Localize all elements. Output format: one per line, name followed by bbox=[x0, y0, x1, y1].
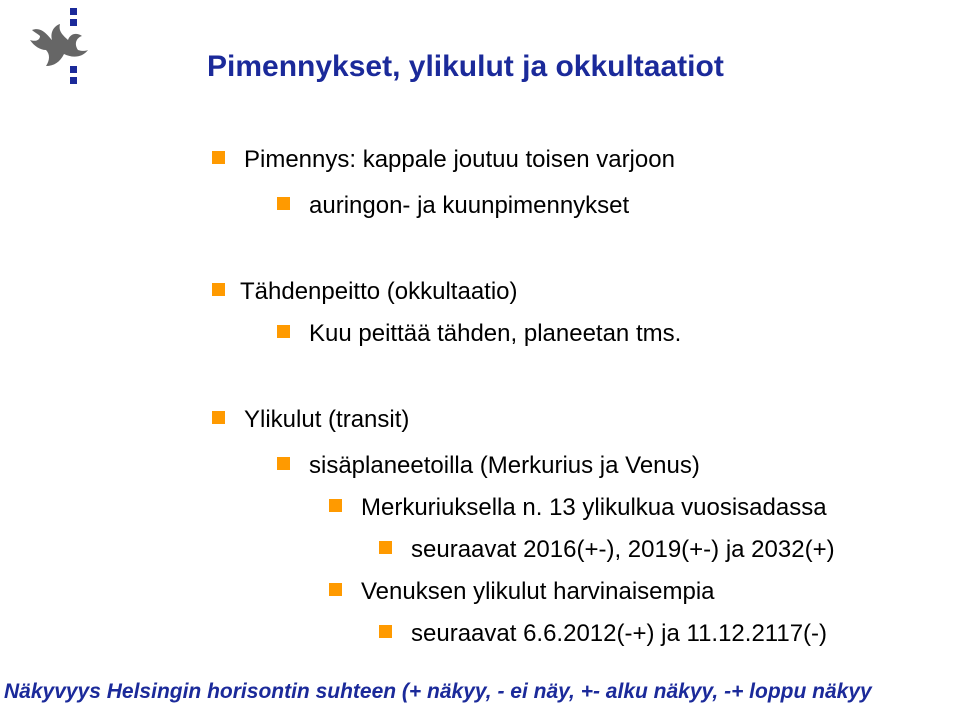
footer-note: Näkyvyys Helsingin horisontin suhteen (+ näkyy, - ei näy, +- alku näkyy, -+ loppu näkyy bbox=[4, 680, 872, 703]
bullet-icon bbox=[212, 283, 225, 296]
bullet-icon bbox=[277, 457, 290, 470]
list-item-text: seuraavat 2016(+-), 2019(+-) ja 2032(+) bbox=[411, 536, 835, 563]
list-item bbox=[212, 146, 675, 174]
bullet-icon bbox=[277, 325, 290, 338]
list-item-text: Merkuriuksella n. 13 ylikulkua vuosisadassa bbox=[361, 494, 827, 521]
list-item-text: Tähdenpeitto (okkultaatio) bbox=[240, 278, 518, 305]
list-item bbox=[212, 406, 409, 434]
list-item bbox=[329, 494, 827, 522]
list-item-text: auringon- ja kuunpimennykset bbox=[309, 192, 630, 219]
list-item-text: sisäplaneetoilla (Merkurius ja Venus) bbox=[309, 452, 700, 479]
list-item bbox=[212, 278, 518, 306]
list-item bbox=[379, 620, 827, 648]
flame-logo-icon bbox=[28, 6, 90, 86]
bullet-icon bbox=[277, 197, 290, 210]
list-item bbox=[277, 452, 700, 480]
list-item-text: Kuu peittää tähden, planeetan tms. bbox=[309, 320, 682, 347]
list-item-text: seuraavat 6.6.2012(-+) ja 11.12.2117(-) bbox=[411, 620, 828, 647]
list-item bbox=[329, 578, 715, 606]
list-item-text: Ylikulut (transit) bbox=[244, 406, 410, 433]
list-item-text: Pimennys: kappale joutuu toisen varjoon bbox=[244, 146, 675, 173]
bullet-icon bbox=[379, 541, 392, 554]
bullet-icon bbox=[329, 499, 342, 512]
page-title: Pimennykset, ylikulut ja okkultaatiot bbox=[207, 50, 724, 83]
bullet-icon bbox=[329, 583, 342, 596]
list-item bbox=[379, 536, 835, 564]
bullet-icon bbox=[379, 625, 392, 638]
bullet-icon bbox=[212, 151, 225, 164]
bullet-icon bbox=[212, 411, 225, 424]
list-item bbox=[277, 192, 629, 220]
list-item bbox=[277, 320, 681, 348]
list-item-text: Venuksen ylikulut harvinaisempia bbox=[361, 578, 715, 605]
